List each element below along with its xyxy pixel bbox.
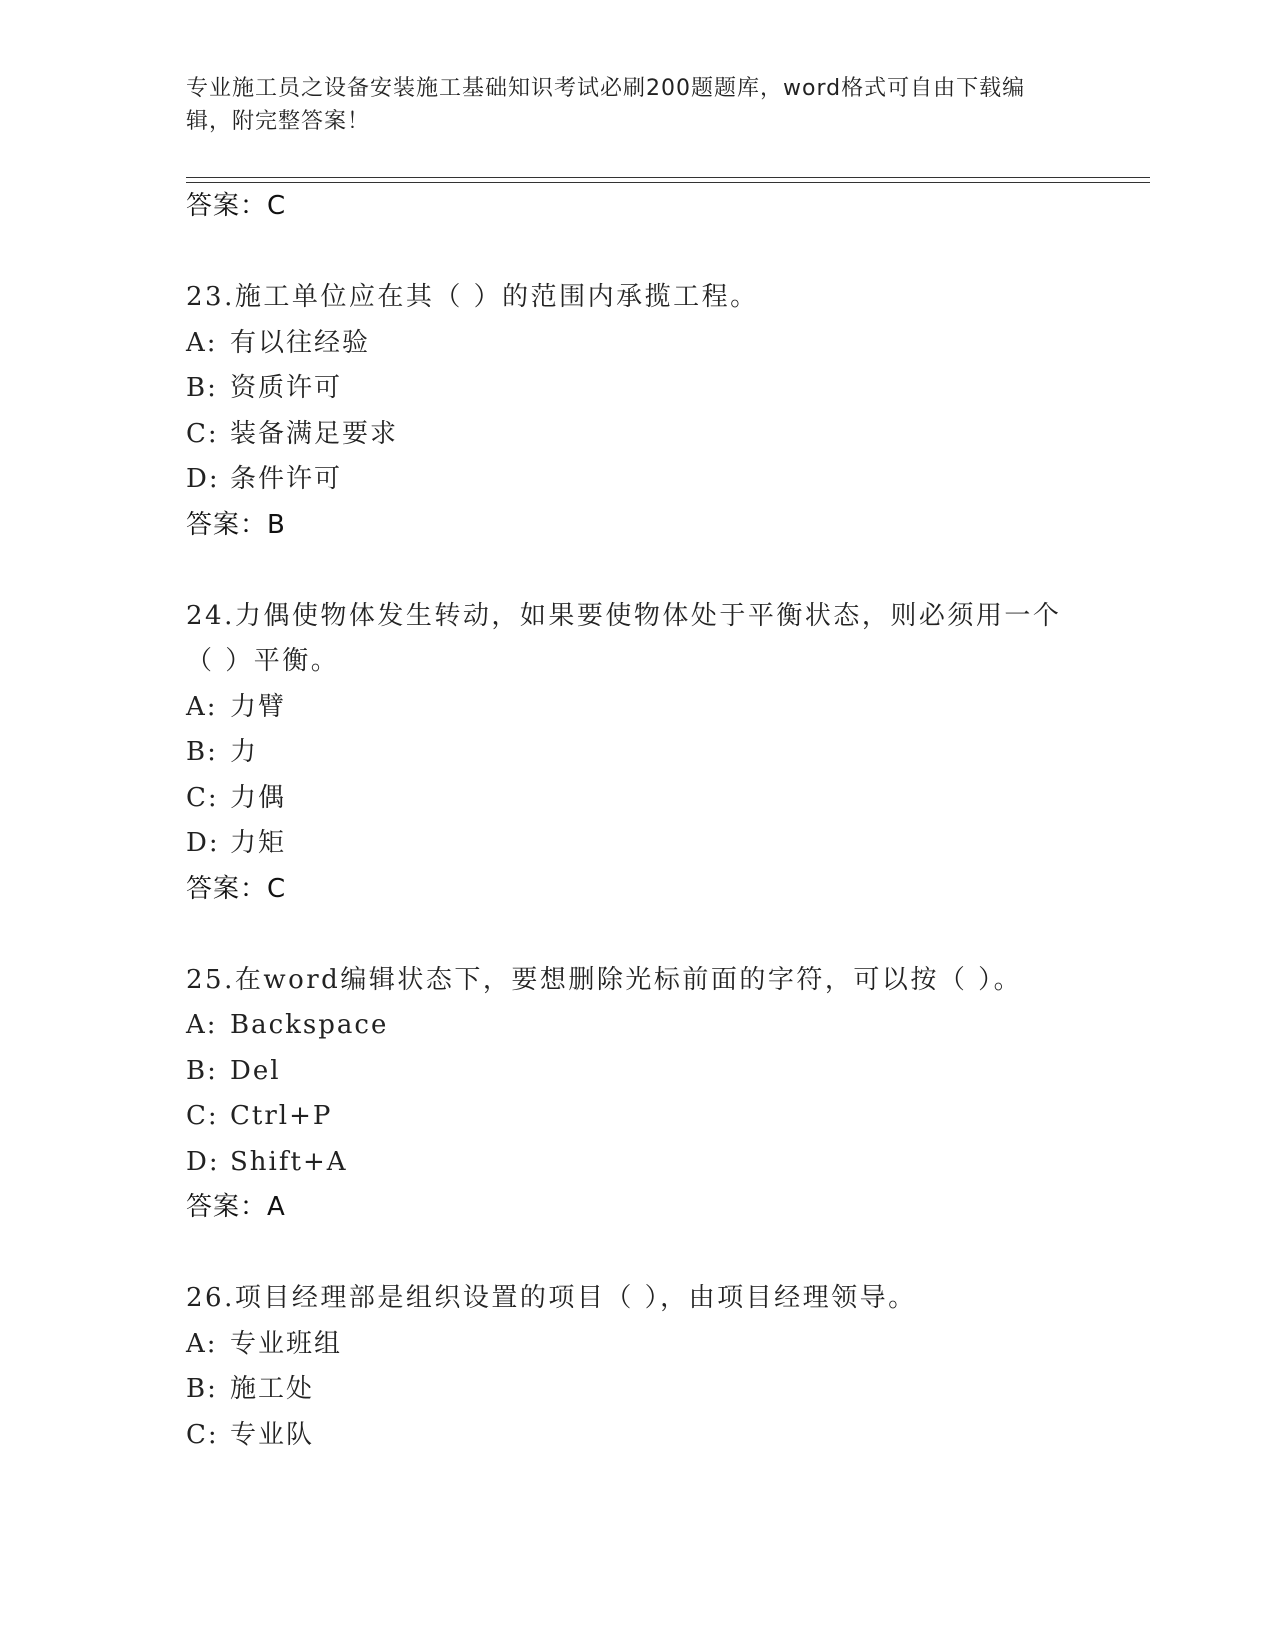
option-letter: A: <box>186 691 218 722</box>
option-24-a <box>186 685 1146 731</box>
option-text: 专业队 <box>230 1419 315 1450</box>
header-divider-line <box>186 177 1150 178</box>
option-text: 力臂 <box>230 691 287 722</box>
option-25-b <box>186 1049 1146 1095</box>
option-letter: C: <box>186 1101 219 1131</box>
option-text: Shift+A <box>230 1146 348 1177</box>
spacer <box>186 912 1146 958</box>
option-24-c <box>186 776 1146 822</box>
option-24-d <box>186 821 1146 867</box>
option-text: 力偶 <box>230 782 287 813</box>
answer-24: 答案：C <box>186 873 287 904</box>
option-23-d <box>186 457 1146 503</box>
option-text: Backspace <box>230 1010 389 1040</box>
question-list <box>186 184 1146 1458</box>
option-letter: C: <box>186 418 219 449</box>
option-text: 施工处 <box>230 1374 315 1404</box>
option-26-a <box>186 1322 1146 1368</box>
option-letter: A: <box>186 1010 218 1040</box>
option-25-a <box>186 1003 1146 1049</box>
option-23-c <box>186 412 1146 458</box>
question-26: 26.项目经理部是组织设置的项目（ ），由项目经理领导。 <box>186 1283 917 1313</box>
option-letter: D: <box>186 1146 220 1177</box>
answer-22: 答案：C <box>186 191 287 221</box>
option-letter: B: <box>186 1374 218 1404</box>
spacer <box>186 230 1146 276</box>
option-letter: C: <box>186 1419 219 1450</box>
question-25: 25.在word编辑状态下，要想删除光标前面的字符，可以按（ ）。 <box>186 964 1023 995</box>
answer-25: 答案：A <box>186 1192 286 1222</box>
question-23: 23.施工单位应在其（ ）的范围内承揽工程。 <box>186 282 759 312</box>
spacer <box>186 548 1146 594</box>
option-23-a <box>186 321 1146 367</box>
answer-23: 答案：B <box>186 509 286 540</box>
option-text: 资质许可 <box>230 373 343 403</box>
document-header: 专业施工员之设备安装施工基础知识考试必刷200题题库，word格式可自由下载编辑，附完整答案！ <box>186 76 1026 134</box>
option-letter: C: <box>186 782 219 813</box>
option-text: 专业班组 <box>230 1328 343 1359</box>
option-26-b <box>186 1367 1146 1413</box>
option-letter: D: <box>186 464 220 494</box>
option-text: 条件许可 <box>230 464 343 494</box>
option-text: 力矩 <box>230 828 287 858</box>
option-letter: B: <box>186 737 218 767</box>
option-text: 力 <box>230 737 259 767</box>
option-text: Del <box>230 1055 281 1086</box>
option-letter: A: <box>186 1328 218 1359</box>
option-text: 装备满足要求 <box>230 418 399 449</box>
option-25-c <box>186 1094 1146 1140</box>
option-23-b <box>186 366 1146 412</box>
option-text: 有以往经验 <box>230 327 371 358</box>
option-letter: B: <box>186 1055 218 1086</box>
header-divider-line-2 <box>186 182 1150 183</box>
question-24: 24.力偶使物体发生转动，如果要使物体处于平衡状态，则必须用一个（ ）平衡。 <box>186 600 1062 676</box>
spacer <box>186 1231 1146 1277</box>
option-letter: D: <box>186 828 220 858</box>
option-26-c <box>186 1413 1146 1459</box>
option-text: Ctrl+P <box>230 1101 333 1131</box>
option-24-b <box>186 730 1146 776</box>
option-25-d <box>186 1140 1146 1186</box>
option-letter: A: <box>186 327 218 358</box>
option-letter: B: <box>186 373 218 403</box>
